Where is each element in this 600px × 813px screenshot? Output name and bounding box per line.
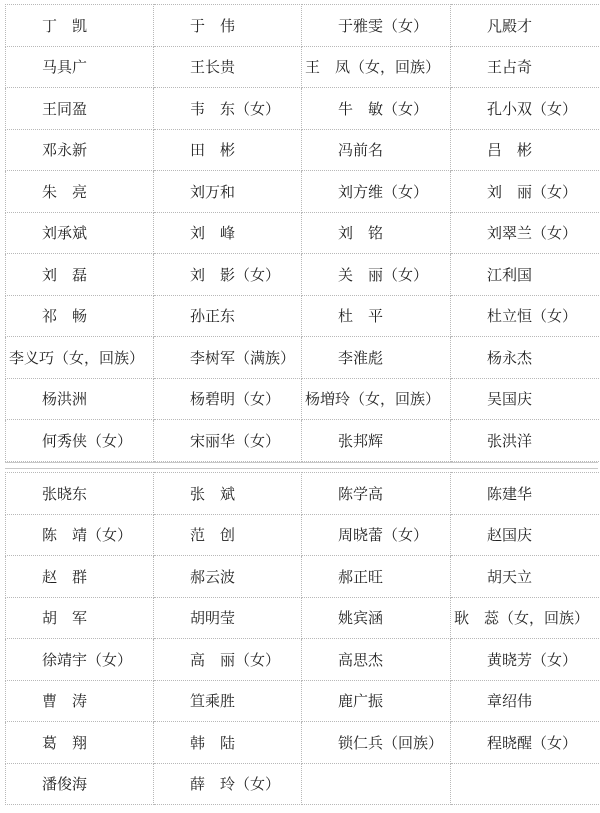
person-name: 胡天立 [487,567,533,586]
name-cell [6,337,154,379]
name-cell [6,46,154,88]
name-cell [302,763,451,805]
table-row [6,88,600,130]
person-name: 吴国庆 [487,390,533,409]
person-name: 凡殿才 [487,16,533,35]
name-list-table-1 [5,4,600,462]
name-cell [302,337,451,379]
name-cell [154,597,302,639]
name-cell [154,295,302,337]
name-cell [302,88,451,130]
person-name: 刘 影（女） [190,265,281,284]
name-cell [451,420,600,462]
person-name: 高 丽（女） [190,650,281,669]
person-name: 刘 峰 [190,224,236,243]
table-row [6,763,600,805]
person-name: 孔小双（女） [487,99,578,118]
person-name: 刘承斌 [42,224,88,243]
name-cell [6,420,154,462]
name-cell [154,171,302,213]
person-name: 刘翠兰（女） [487,224,578,243]
name-cell [451,295,600,337]
person-name: 马具广 [42,58,88,77]
name-cell [154,46,302,88]
name-cell [6,378,154,420]
person-name: 锁仁兵（回族） [338,733,444,752]
name-cell [6,514,154,556]
person-name: 高思杰 [338,650,384,669]
person-name: 冯前名 [338,141,384,160]
table-row [6,129,600,171]
person-name: 郝正旺 [338,567,384,586]
table-row [6,639,600,681]
name-cell [451,597,600,639]
person-name: 张 斌 [190,484,236,503]
name-cell [302,378,451,420]
name-cell [302,556,451,598]
person-name: 李义巧（女，回族） [9,348,145,367]
person-name: 朱 亮 [42,182,88,201]
person-name: 薛 玲（女） [190,775,281,794]
name-list-table-2 [5,472,600,805]
person-name: 杨永杰 [487,348,533,367]
name-cell [302,295,451,337]
name-cell [451,473,600,515]
table-row [6,212,600,254]
name-cell [302,680,451,722]
table-row [6,680,600,722]
name-cell [302,212,451,254]
table-row [6,722,600,764]
person-name: 程晓醒（女） [487,733,578,752]
name-cell [302,46,451,88]
table-row [6,514,600,556]
name-cell [6,556,154,598]
name-cell [302,171,451,213]
person-name: 潘俊海 [42,775,88,794]
person-name: 杨増玲（女，回族） [305,390,441,409]
person-name: 牛 敏（女） [338,99,429,118]
person-name: 何秀侠（女） [42,431,133,450]
person-name: 刘 铭 [338,224,384,243]
name-cell [302,722,451,764]
table-row [6,556,600,598]
table-row [6,337,600,379]
person-name: 郝云波 [190,567,236,586]
person-name: 韦 东（女） [190,99,281,118]
person-name: 田 彬 [190,141,236,160]
person-name: 笪乘胜 [190,692,236,711]
person-name: 陈学高 [338,484,384,503]
name-cell [451,556,600,598]
person-name: 周晓蕾（女） [338,526,429,545]
person-name: 胡 军 [42,609,88,628]
name-cell [302,420,451,462]
name-cell [154,212,302,254]
person-name: 章绍伟 [487,692,533,711]
person-name: 胡明莹 [190,609,236,628]
person-name: 杨洪洲 [42,390,88,409]
name-cell [451,88,600,130]
table-row [6,295,600,337]
person-name: 黄晓芳（女） [487,650,578,669]
name-cell [302,254,451,296]
name-cell [154,420,302,462]
person-name: 刘 磊 [42,265,88,284]
person-name: 范 创 [190,526,236,545]
person-name: 耿 蕊（女，回族） [454,609,590,628]
table-row [6,597,600,639]
name-cell [154,129,302,171]
name-cell [302,639,451,681]
person-name: 于 伟 [190,16,236,35]
person-name: 关 丽（女） [338,265,429,284]
name-cell [6,212,154,254]
name-cell [154,473,302,515]
table-row [6,420,600,462]
name-cell [154,680,302,722]
person-name: 孙正东 [190,307,236,326]
person-name: 韩 陆 [190,733,236,752]
person-name: 赵国庆 [487,526,533,545]
name-cell [6,171,154,213]
name-cell [154,514,302,556]
table-row [6,46,600,88]
person-name: 刘 丽（女） [487,182,578,201]
person-name: 杜立恒（女） [487,307,578,326]
name-cell [302,514,451,556]
person-name: 王 凤（女，回族） [305,58,441,77]
table-row [6,473,600,515]
name-cell [451,763,600,805]
name-cell [6,763,154,805]
person-name: 李淮彪 [338,348,384,367]
name-cell [302,473,451,515]
person-name: 葛 翔 [42,733,88,752]
name-cell [154,722,302,764]
person-name: 杨碧明（女） [190,390,281,409]
person-name: 于雅雯（女） [338,16,429,35]
person-name: 李树军（满族） [190,348,296,367]
name-cell [6,295,154,337]
name-cell [451,171,600,213]
name-cell [451,5,600,47]
table-divider [5,462,598,469]
person-name: 张邦辉 [338,431,384,450]
name-cell [451,254,600,296]
person-name: 曹 涛 [42,692,88,711]
person-name: 徐靖宇（女） [42,650,133,669]
name-cell [154,556,302,598]
name-cell [154,337,302,379]
name-cell [302,597,451,639]
person-name: 吕 彬 [487,141,533,160]
name-cell [302,129,451,171]
person-name: 刘方维（女） [338,182,429,201]
person-name: 宋丽华（女） [190,431,281,450]
table-row [6,171,600,213]
table-row [6,5,600,47]
person-name: 江利国 [487,265,533,284]
person-name: 丁 凯 [42,16,88,35]
name-cell [154,254,302,296]
name-cell [154,5,302,47]
name-cell [302,5,451,47]
person-name: 鹿广振 [338,692,384,711]
person-name: 王长贵 [190,58,236,77]
name-cell [154,88,302,130]
person-name: 陈 靖（女） [42,526,133,545]
person-name: 赵 群 [42,567,88,586]
name-cell [451,722,600,764]
name-cell [451,129,600,171]
name-cell [451,378,600,420]
name-cell [154,639,302,681]
name-cell [451,212,600,254]
name-cell [6,680,154,722]
name-cell [154,378,302,420]
name-cell [451,680,600,722]
name-cell [6,597,154,639]
person-name: 王同盈 [42,99,88,118]
table-row [6,378,600,420]
person-name: 姚宾涵 [338,609,384,628]
person-name: 王占奇 [487,58,533,77]
person-name: 邓永新 [42,141,88,160]
name-cell [451,639,600,681]
person-name: 祁 畅 [42,307,88,326]
name-cell [451,46,600,88]
table-row [6,254,600,296]
person-name: 陈建华 [487,484,533,503]
name-cell [6,5,154,47]
person-name: 张洪洋 [487,431,533,450]
name-cell [154,763,302,805]
name-cell [6,88,154,130]
name-cell [6,129,154,171]
person-name: 杜 平 [338,307,384,326]
name-cell [6,473,154,515]
person-name: 张晓东 [42,484,88,503]
name-cell [451,337,600,379]
person-name: 刘万和 [190,182,236,201]
name-cell [6,639,154,681]
name-cell [6,722,154,764]
name-cell [6,254,154,296]
name-cell [451,514,600,556]
